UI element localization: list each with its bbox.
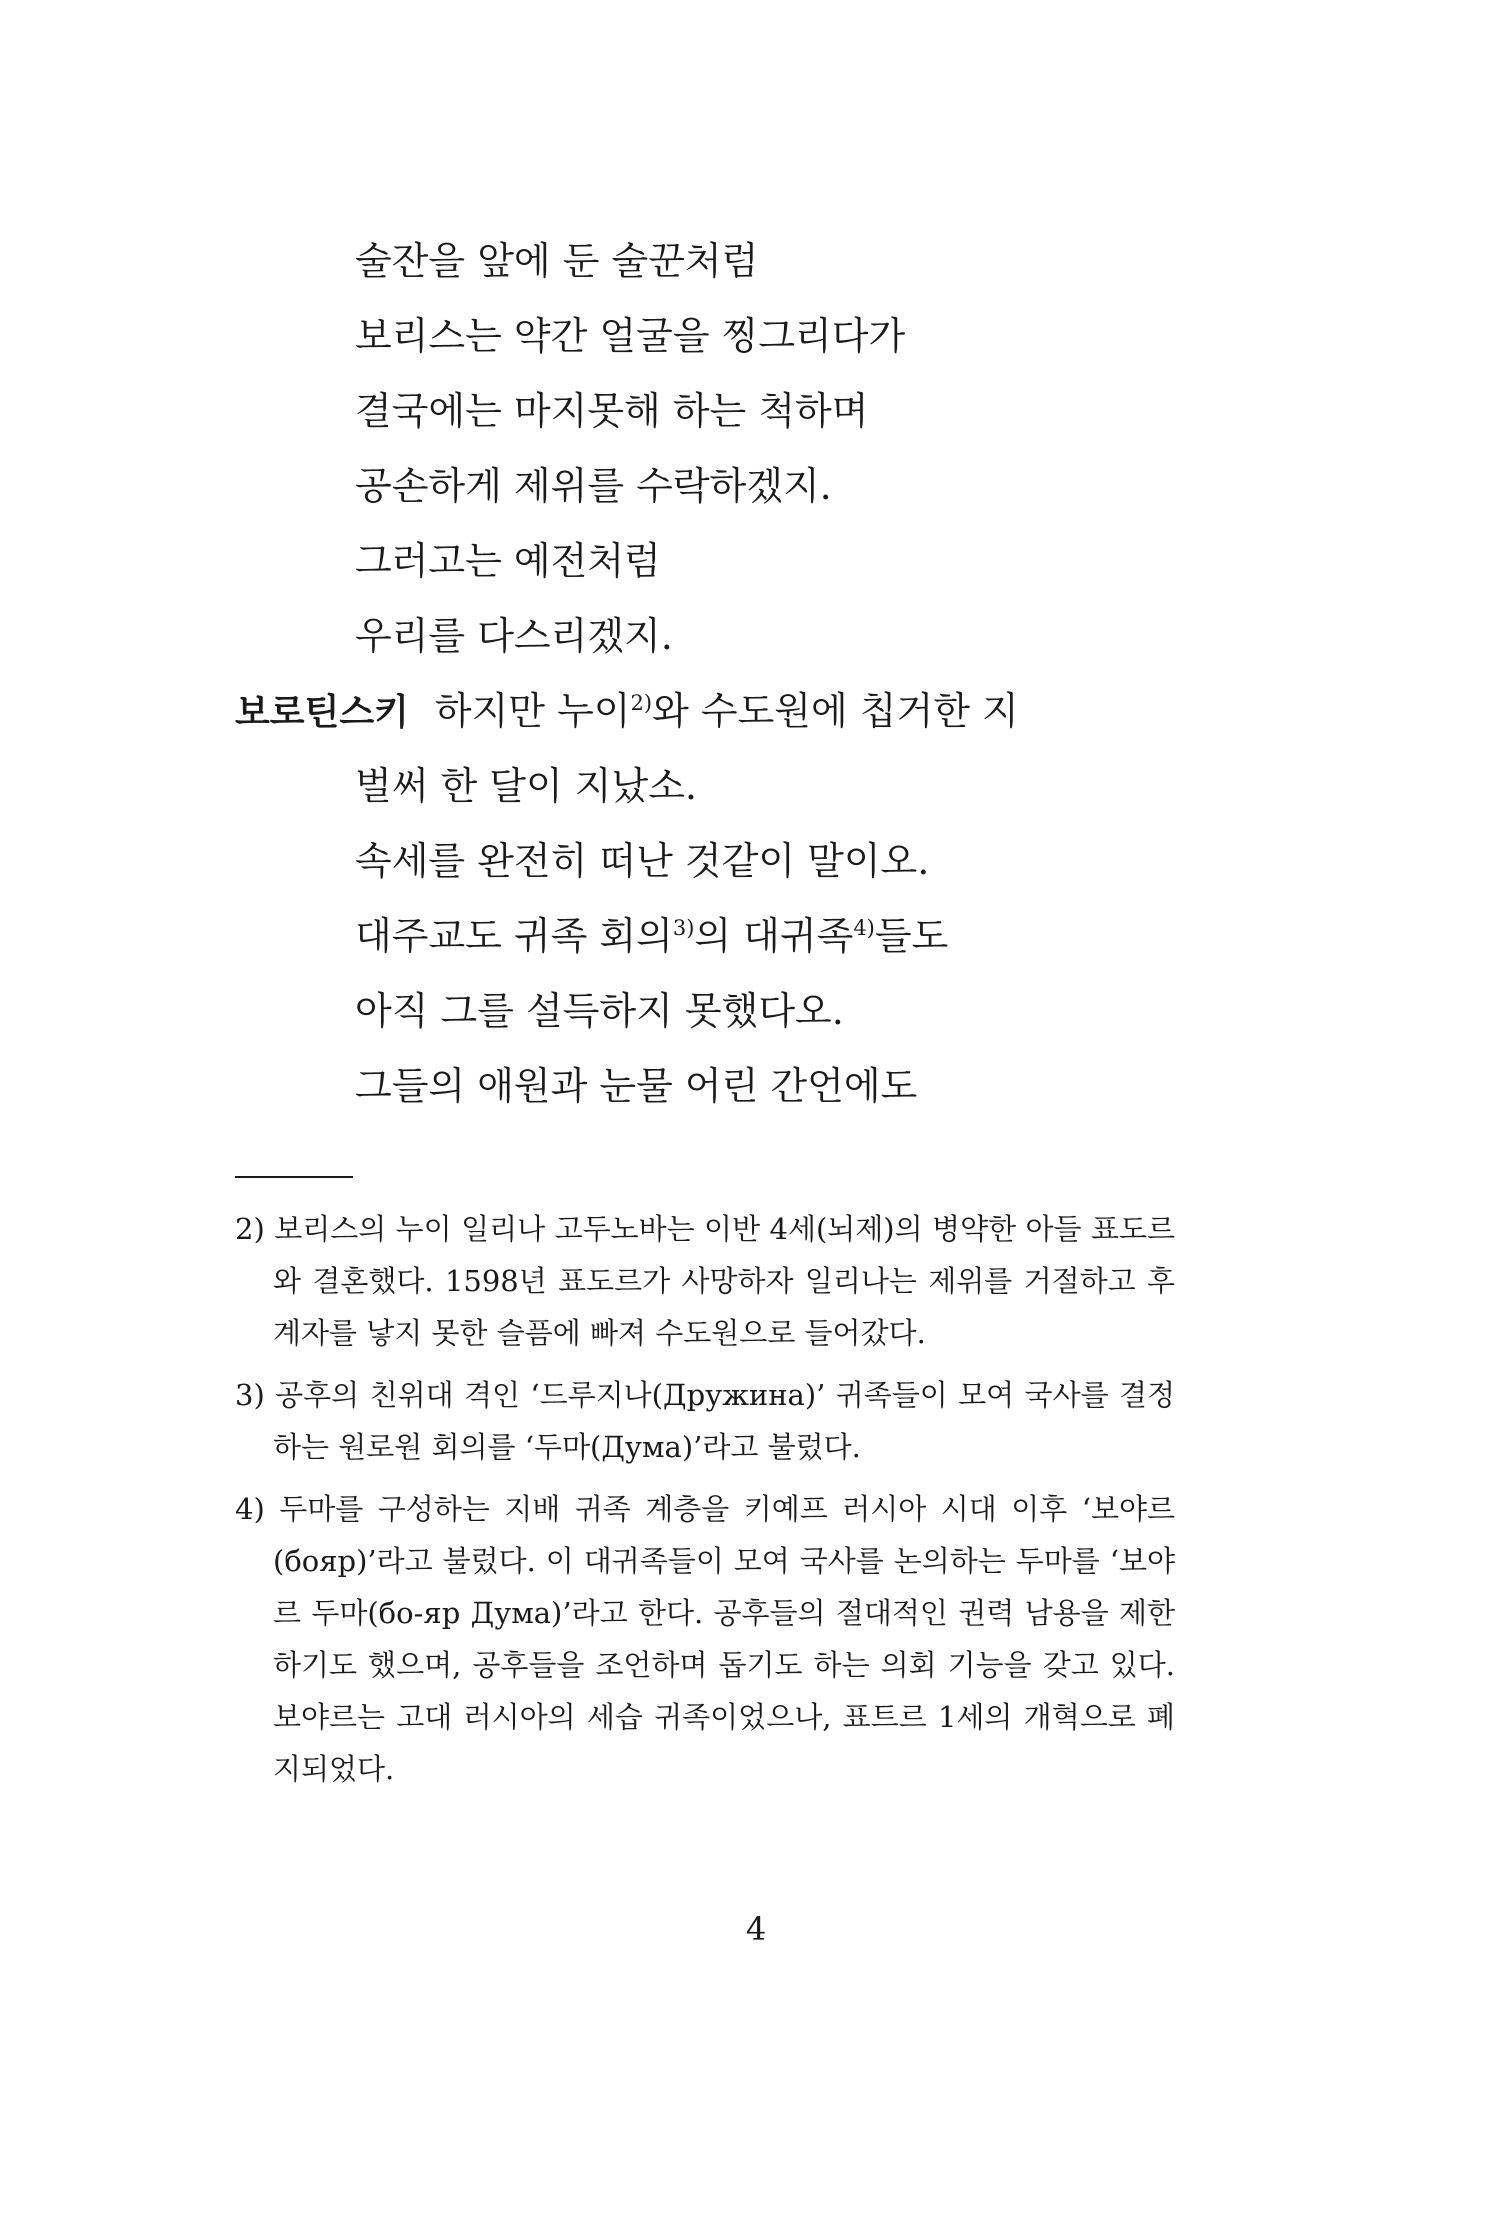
verse-line: 결국에는 마지못해 하는 척하며 xyxy=(355,389,869,433)
footnote-text: 공후의 친위대 격인 ‘드루지나(Дружина)’ 귀족들이 모여 국사를 결정하는 원로원 회의를 ‘두마(Дума)’라고 불렀다. xyxy=(273,1378,1176,1464)
footnote-text: 두마를 구성하는 지배 귀족 계층을 키예프 러시아 시대 이후 ‘보야르(бояр)’라고 불렀다. 이 대귀족들이 모여 국사를 논의하는 두마를 ‘보야르 두마(бо-яр Дума)’라고 한다. 공후들의 절대적인 권력 남용을 제한하기도 했으며, 공후들을 조언하며 돕기도 하는 의회 기능을 갖고 있다. 보야르는 고대 러시아의 세습 귀족이었으나, 표트르 1세의 개혁으로 폐지되었다. xyxy=(273,1492,1176,1786)
footnote-number: 2) xyxy=(235,1212,265,1246)
verse-text: 의 대귀족 xyxy=(694,914,854,958)
verse-text: 들도 xyxy=(874,914,949,958)
footnotes xyxy=(235,1203,1175,1805)
verse-line: 벌써 한 달이 지났소. xyxy=(355,764,697,808)
verse-line: 우리를 다스리겠지. xyxy=(355,614,673,658)
verse-line: 아직 그를 설득하지 못했다오. xyxy=(355,989,844,1033)
verse-line: 술잔을 앞에 둔 술꾼처럼 xyxy=(355,239,759,283)
verse-block xyxy=(235,238,1315,1138)
speech-line xyxy=(235,688,1315,763)
footnote-number: 4) xyxy=(235,1492,265,1526)
footnote-divider xyxy=(235,1176,353,1178)
page-number: 4 xyxy=(745,1910,767,1948)
footnote-text: 보리스의 누이 일리나 고두노바는 이반 4세(뇌제)의 병약한 아들 표도르와 결혼했다. 1598년 표도르가 사망하자 일리나는 제위를 거절하고 후계자를 낳지 못한 슬픔에 빠져 수도원으로 들어갔다. xyxy=(273,1212,1176,1350)
footnote xyxy=(235,1203,1175,1359)
verse-line: 보리스는 약간 얼굴을 찡그리다가 xyxy=(355,314,906,358)
footnote xyxy=(235,1369,1175,1473)
verse-line: 그들의 애원과 눈물 어린 간언에도 xyxy=(355,1064,918,1108)
footnote xyxy=(235,1483,1175,1795)
footnote-ref: 3) xyxy=(672,916,695,940)
verse-line xyxy=(235,913,1315,988)
verse-text: 대주교도 귀족 회의 xyxy=(355,914,673,958)
speech-text: 와 수도원에 칩거한 지 xyxy=(652,689,1019,733)
speech-text: 하지만 누이 xyxy=(434,689,631,733)
verse-line: 공손하게 제위를 수락하겠지. xyxy=(355,464,832,508)
footnote-ref: 2) xyxy=(630,691,653,715)
speaker-name: 보로틴스키 xyxy=(235,692,409,733)
footnote-number: 3) xyxy=(235,1378,265,1412)
footnote-ref: 4) xyxy=(853,916,875,940)
verse-line: 그러고는 예전처럼 xyxy=(355,539,661,583)
verse-line: 속세를 완전히 떠난 것같이 말이오. xyxy=(355,839,930,883)
